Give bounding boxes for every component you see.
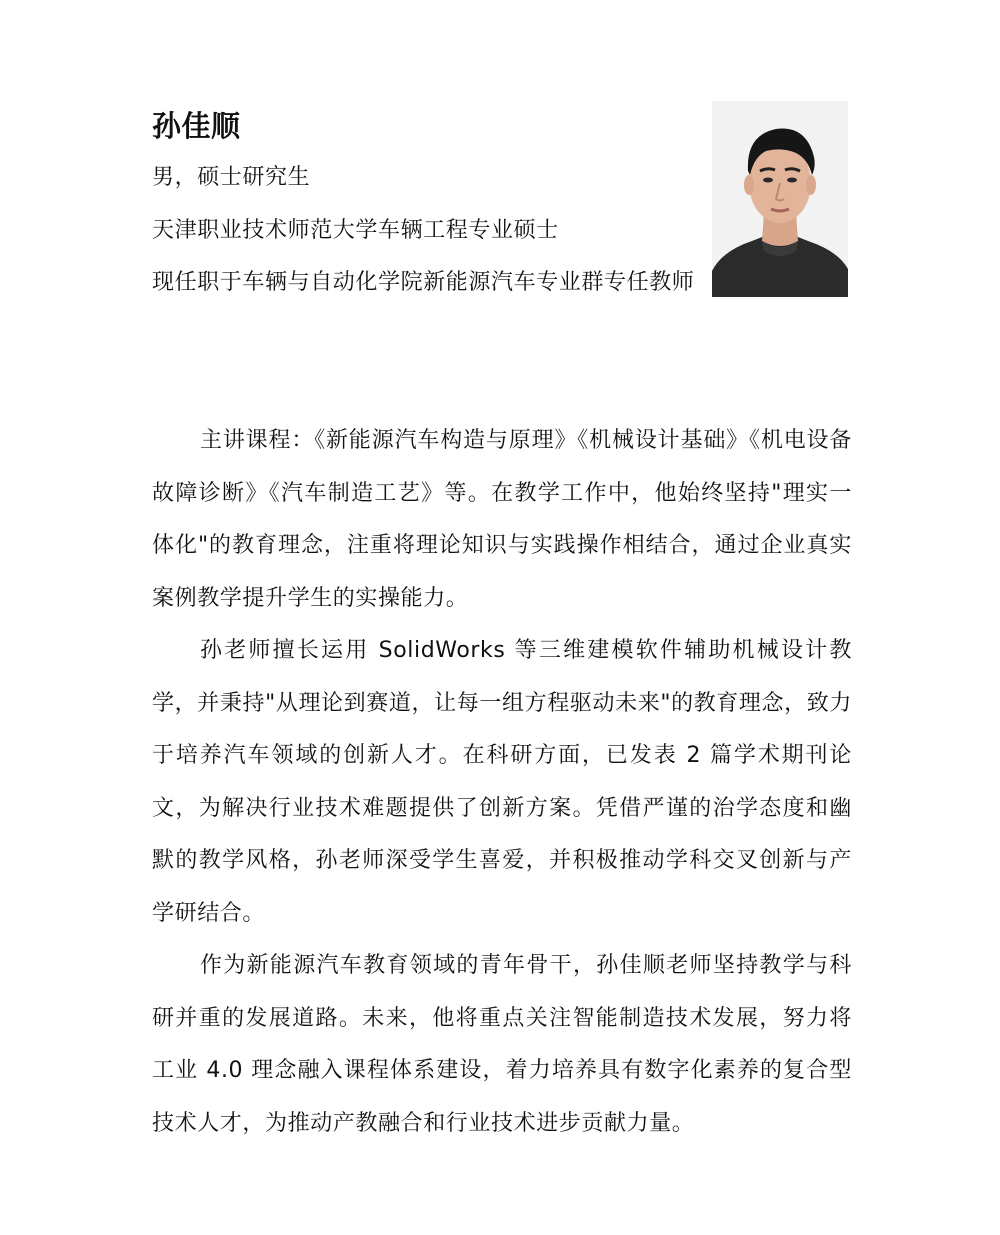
- person-name: 孙佳顺: [152, 109, 241, 143]
- current-position: 现任职于车辆与自动化学院新能源汽车专业群专任教师: [152, 270, 695, 295]
- profile-header: [152, 100, 712, 310]
- gender-degree: 男，硕士研究生: [152, 165, 311, 190]
- paragraph-future: 作为新能源汽车教育领域的青年骨干，孙佳顺老师坚持教学与科研并重的发展道路。未来，他将重点关注智能制造技术发展，努力将工业 4.0 理念融入课程体系建设，着力培养具有数字化素养的复合型技术人才，为推动产教融合和行业技术进步贡献力量。: [152, 953, 852, 1136]
- paragraph-courses: 主讲课程：《新能源汽车构造与原理》《机械设计基础》《机电设备故障诊断》《汽车制造工艺》等。在教学工作中，他始终坚持"理实一体化"的教育理念，注重将理论知识与实践操作相结合，通过企业真实案例教学提升学生的实操能力。: [152, 428, 852, 611]
- paragraph-research: 孙老师擅长运用 SolidWorks 等三维建模软件辅助机械设计教学，并秉持"从理论到赛道，让每一组方程驱动未来"的教育理念，致力于培养汽车领域的创新人才。在科研方面，已发表 2 篇学术期刊论文，为解决行业技术难题提供了创新方案。凭借严谨的治学态度和幽默的教学风格，孙老师深受学生喜爱，并积极推动学科交叉创新与产学研结合。: [152, 638, 852, 926]
- biography-body: [152, 415, 852, 1150]
- portrait-photo: [712, 101, 848, 297]
- education: 天津职业技术师范大学车辆工程专业硕士: [152, 217, 559, 243]
